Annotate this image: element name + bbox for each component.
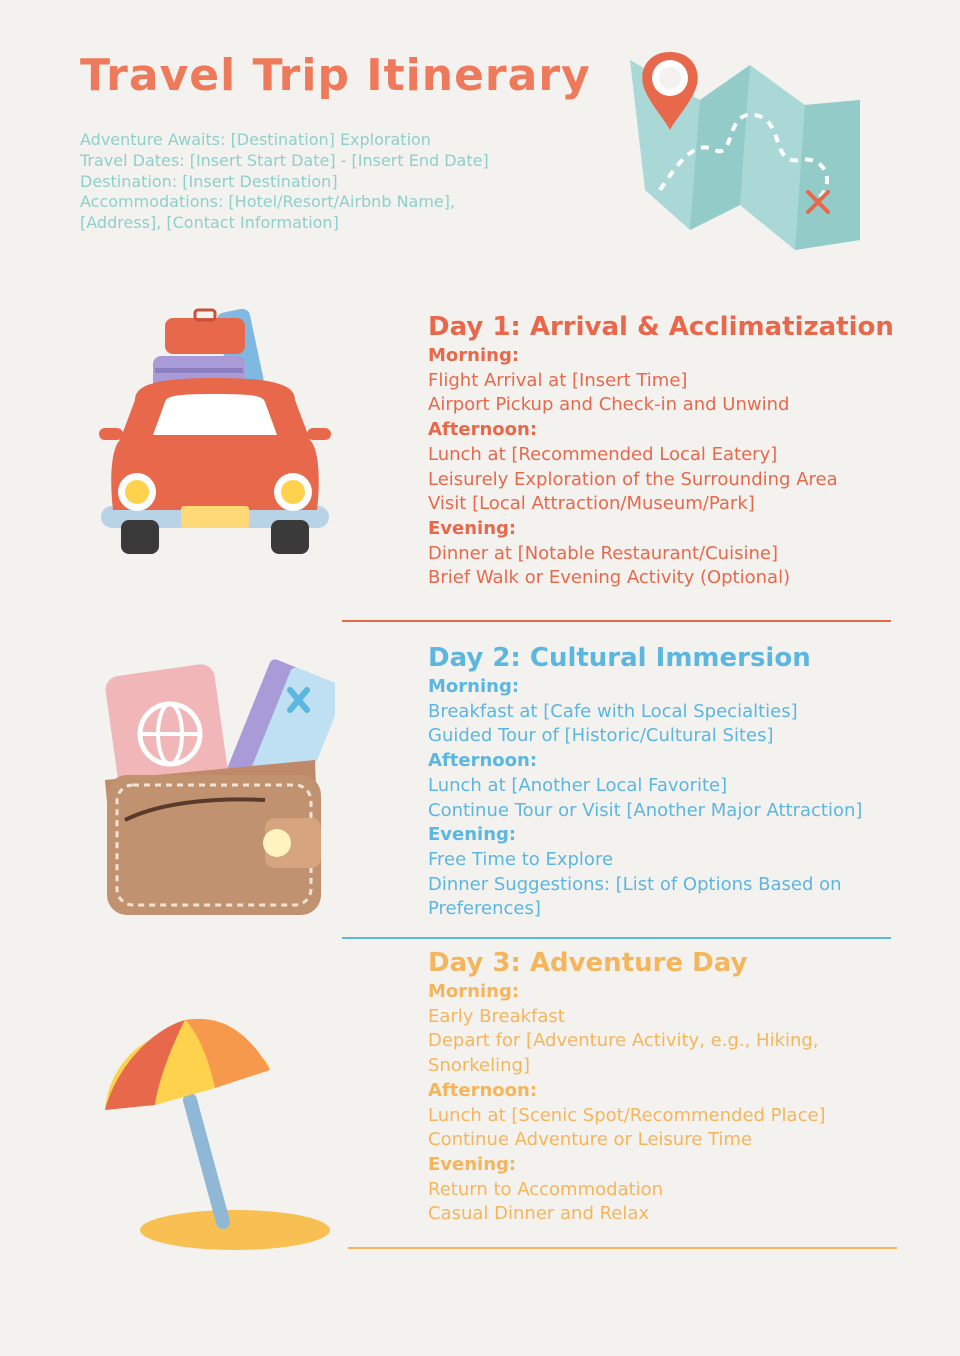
activity-line: Visit [Local Attraction/Museum/Park]: [428, 493, 755, 515]
activity-line: Continue Adventure or Leisure Time: [428, 1129, 753, 1151]
afternoon-label: Afternoon:: [428, 750, 538, 772]
page-title: Travel Trip Itinerary: [80, 50, 591, 101]
evening-label: Evening:: [428, 517, 517, 539]
map-pin-icon: [620, 40, 870, 260]
section-divider: [348, 1247, 897, 1249]
morning-label: Morning:: [428, 676, 520, 697]
trip-summary: [80, 130, 600, 234]
car-luggage-icon: [95, 300, 335, 560]
activity-line: Depart for [Adventure Activity, e.g., Hiking, Snorkeling]: [428, 1030, 819, 1077]
morning-label: Morning:: [428, 981, 520, 1002]
activity-line: Airport Pickup and Check-in and Unwind: [428, 394, 790, 416]
activity-line: Casual Dinner and Relax: [428, 1203, 650, 1225]
summary-line: Adventure Awaits: [Destination] Exploration: [80, 130, 431, 149]
summary-line: Travel Dates: [Insert Start Date] - [Insert End Date]: [80, 150, 489, 170]
day-title: Day 3: Adventure Day: [428, 948, 748, 978]
morning-label: Morning:: [428, 345, 520, 366]
activity-line: Dinner Suggestions: [List of Options Based on Preferences]: [428, 873, 842, 920]
activity-line: Guided Tour of [Historic/Cultural Sites]: [428, 725, 774, 747]
activity-line: Dinner at [Notable Restaurant/Cuisine]: [428, 542, 778, 564]
activity-line: Early Breakfast: [428, 1005, 565, 1027]
day-2-section: [428, 643, 898, 922]
activity-line: Free Time to Explore: [428, 848, 614, 870]
afternoon-label: Afternoon:: [428, 1079, 538, 1101]
summary-line: Accommodations: [Hotel/Resort/Airbnb Name],: [80, 192, 456, 212]
activity-line: Brief Walk or Evening Activity (Optional): [428, 567, 791, 589]
afternoon-label: Afternoon:: [428, 419, 538, 441]
wallet-passport-icon: [95, 650, 335, 920]
section-divider: [342, 937, 891, 939]
beach-umbrella-icon: [95, 1010, 335, 1255]
activity-line: Lunch at [Scenic Spot/Recommended Place]: [428, 1104, 826, 1126]
evening-label: Evening:: [428, 824, 517, 846]
evening-label: Evening:: [428, 1153, 517, 1175]
day-1-section: [428, 312, 898, 591]
activity-line: Lunch at [Another Local Favorite]: [428, 774, 728, 796]
summary-line: [Address], [Contact Information]: [80, 213, 339, 233]
day-3-section: [428, 948, 898, 1227]
activity-line: Lunch at [Recommended Local Eatery]: [428, 443, 778, 465]
activity-line: Return to Accommodation: [428, 1178, 664, 1200]
day-title: Day 1: Arrival & Acclimatization: [428, 312, 894, 342]
activity-line: Flight Arrival at [Insert Time]: [428, 369, 688, 391]
activity-line: Leisurely Exploration of the Surrounding Area: [428, 468, 838, 490]
activity-line: Continue Tour or Visit [Another Major Attraction]: [428, 799, 863, 821]
activity-line: Breakfast at [Cafe with Local Specialties]: [428, 700, 798, 722]
summary-line: Destination: [Insert Destination]: [80, 171, 338, 191]
day-title: Day 2: Cultural Immersion: [428, 643, 811, 673]
section-divider: [342, 620, 891, 622]
